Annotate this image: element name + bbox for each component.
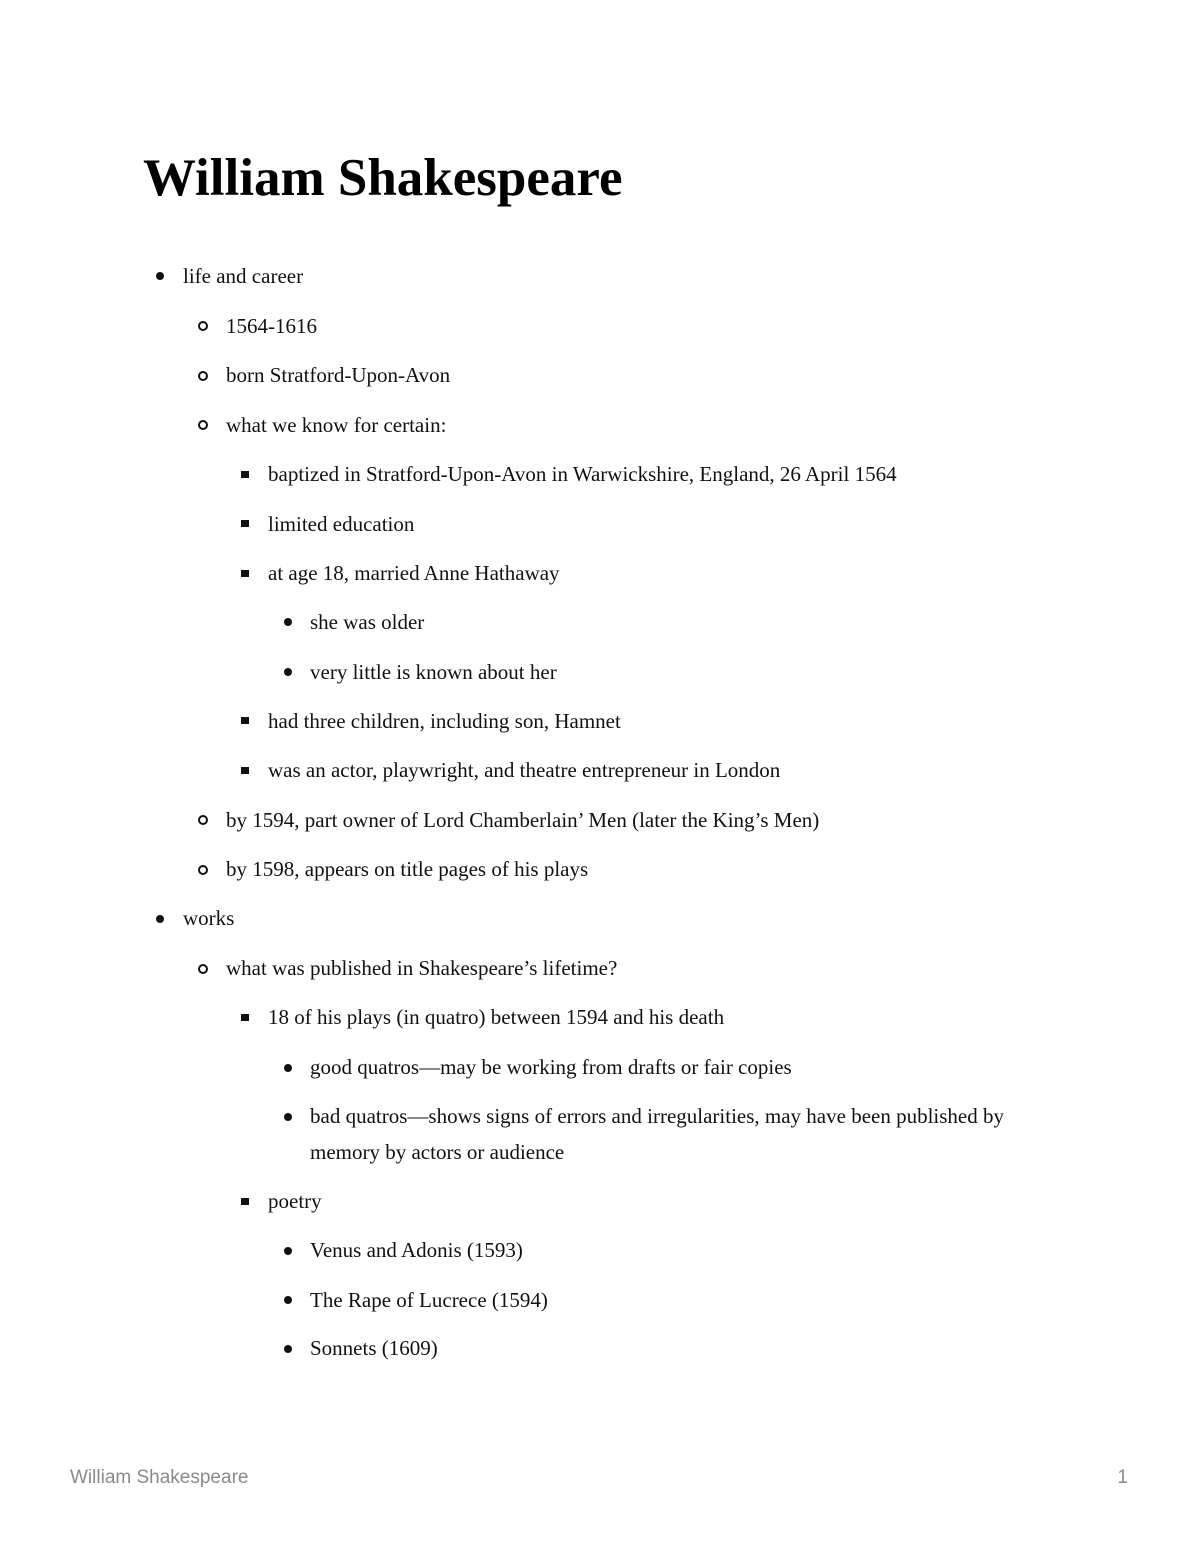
bullet-circle-icon — [198, 321, 208, 331]
document-title: William Shakespeare — [143, 149, 623, 207]
bullet-circle-icon — [198, 371, 208, 381]
outline-item-born: born Stratford-Upon-Avon — [226, 363, 451, 387]
bullet-disc-icon — [284, 1296, 292, 1304]
outline-item-life-and-career: life and career — [183, 264, 304, 288]
bullet-square-icon — [241, 767, 249, 774]
bullet-circle-icon — [198, 815, 208, 825]
outline-item-plays-quatro: 18 of his plays (in quatro) between 1594 and his death — [268, 1005, 725, 1029]
outline-item-good-quatros: good quatros—may be working from drafts or fair copies — [310, 1055, 792, 1079]
bullet-disc-icon — [156, 915, 164, 923]
bullet-square-icon — [241, 471, 249, 478]
outline-item-baptized: baptized in Stratford-Upon-Avon in Warwickshire, England, 26 April 1564 — [268, 462, 897, 486]
outline-item-older: she was older — [310, 610, 425, 634]
outline-item-children: had three children, including son, Hamnet — [268, 709, 621, 733]
footer-page-number: 1 — [1117, 1467, 1128, 1488]
bullet-circle-icon — [198, 964, 208, 974]
outline-item-published-lifetime: what was published in Shakespeare’s lifetime? — [226, 956, 618, 980]
outline-item-education: limited education — [268, 512, 415, 536]
bullet-disc-icon — [284, 668, 292, 676]
bullet-circle-icon — [198, 865, 208, 875]
outline-item-married: at age 18, married Anne Hathaway — [268, 561, 560, 585]
outline-item-known-for-certain: what we know for certain: — [226, 413, 447, 437]
bullet-circle-icon — [198, 420, 208, 430]
bullet-square-icon — [241, 1014, 249, 1021]
bullet-square-icon — [241, 717, 249, 724]
outline-item-works: works — [183, 906, 235, 930]
outline-item-venus-adonis: Venus and Adonis (1593) — [310, 1238, 523, 1262]
outline-item-years: 1564-1616 — [226, 314, 317, 338]
bullet-disc-icon — [284, 1345, 292, 1353]
bullet-square-icon — [241, 570, 249, 577]
outline-item-rape-of-lucrece: The Rape of Lucrece (1594) — [310, 1288, 548, 1312]
outline-item-sonnets: Sonnets (1609) — [310, 1336, 438, 1360]
bullet-disc-icon — [284, 1113, 292, 1121]
outline-item-poetry: poetry — [268, 1189, 322, 1213]
outline-item-part-owner: by 1594, part owner of Lord Chamberlain’ Men (later the King’s Men) — [226, 808, 820, 832]
outline-item-title-pages: by 1598, appears on title pages of his plays — [226, 857, 589, 881]
bullet-square-icon — [241, 1198, 249, 1205]
bullet-disc-icon — [284, 1064, 292, 1072]
footer-document-title: William Shakespeare — [70, 1467, 249, 1488]
bullet-square-icon — [241, 520, 249, 527]
outline-item-actor: was an actor, playwright, and theatre entrepreneur in London — [268, 758, 781, 782]
outline-item-bad-quatros: bad quatros—shows signs of errors and irregularities, may have been published by memory by actors or audience — [310, 1104, 1005, 1164]
outline-item-little-known: very little is known about her — [310, 660, 557, 684]
bullet-disc-icon — [156, 272, 164, 280]
bullet-disc-icon — [284, 618, 292, 626]
bullet-disc-icon — [284, 1247, 292, 1255]
